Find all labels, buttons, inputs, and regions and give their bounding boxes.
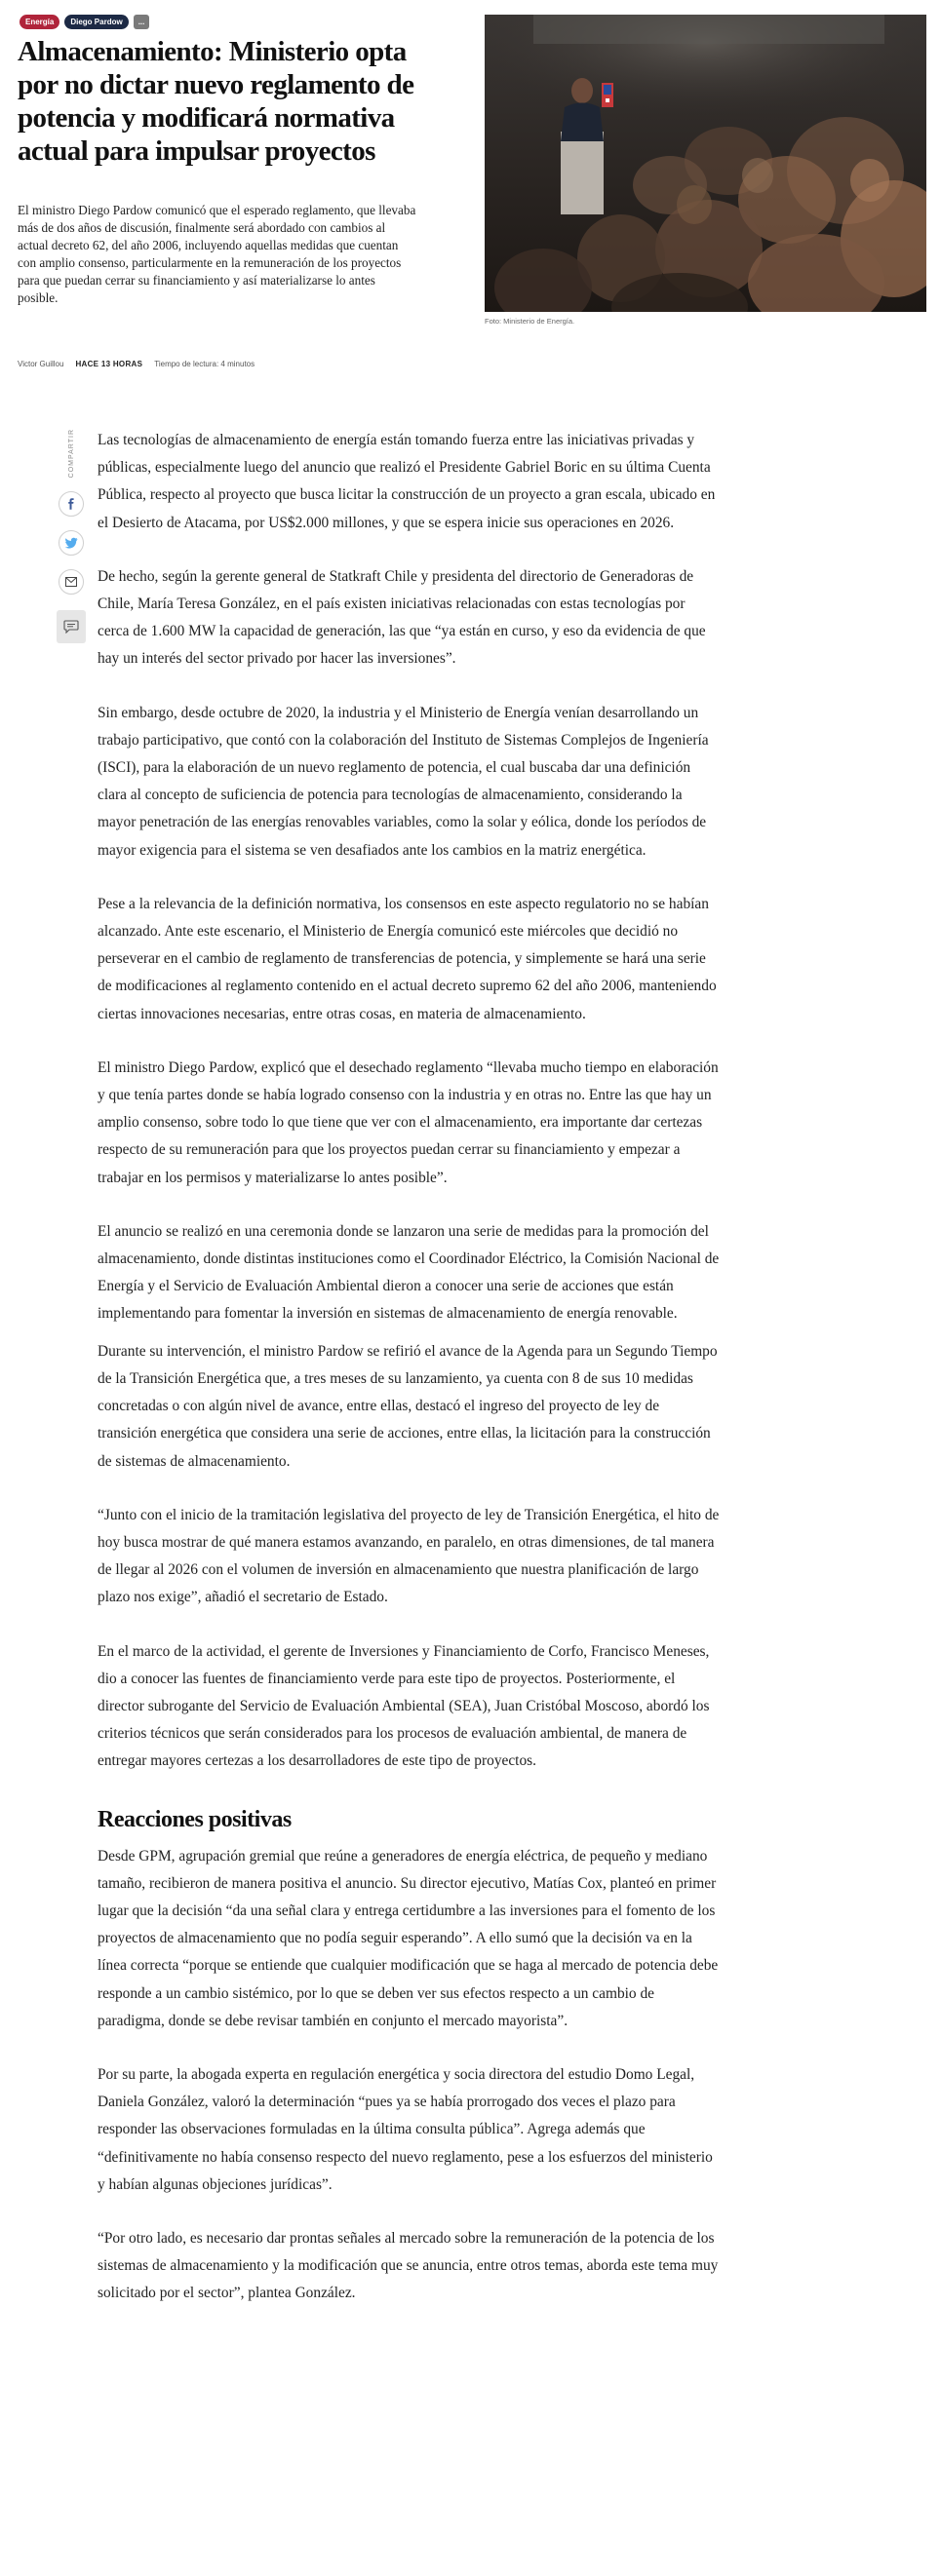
article-paragraph: Durante su intervención, el ministro Pardow se refirió el avance de la Agenda para un Segundo Tiempo de la Transición Energética que, a tres meses de su lanzamiento, ya cuenta con 8 de sus 10 medidas concretadas o con algún nivel de avance, entre ellas, destacó el ingreso del proyecto de ley de transición energética que considera una serie de acciones, entre ellas, la licitación para la construcción de sistemas de almacenamiento.: [98, 1342, 718, 1470]
article-paragraph: Desde GPM, agrupación gremial que reúne a generadores de energía eléctrica, de pequeño y mediano tamaño, recibieron de manera positiva el anuncio. Su director ejecutivo, Matías Cox, planteó en primer lugar que la decisión “da una señal clara y entrega certidumbre a las inversiones para el fomento de los proyectos de almacenamiento que no podía seguir esperando”. A ello sumó que la decisión va en la línea correcta “porque se entiende que cualquier modificación que se haga al mercado de potencia debe responde a un cambio sistémico, por lo que se deben ver sus efectos respecto a un cambio de paradigma, donde se debe revisar también en conjunto el mercado mayorista”.: [98, 1847, 719, 2029]
article-paragraph: En el marco de la actividad, el gerente de Inversiones y Financiamiento de Corfo, Francisco Meneses, dio a conocer las fuentes de financiamiento verde para este tipo de proyectos. Posteriormente, el director subrogante del Servicio de Evaluación Ambiental (SEA), Juan Cristóbal Moscoso, abordó los criterios técnicos que serán considerados para los procesos de evaluación ambiental, de manera de entregar mayores certezas a los desarrolladores de este tipo de proyectos.: [98, 1642, 710, 1770]
share-bar: [57, 429, 86, 643]
article-subtitle: El ministro Diego Pardow comunicó que el esperado reglamento, que llevaba más de dos años de discusión, finalmente será abordado con cambios al actual decreto 62, del año 2006, incluyendo aquellas medidas que cuentan con amplio consenso, particularmente en la remuneración de los proyectos para que puedan cerrar su financiamiento y así materializarse lo antes posible.: [18, 203, 416, 305]
article-paragraph: Por su parte, la abogada experta en regulación energética y socia directora del estudio Domo Legal, Daniela González, valoró la determinación “pues ya se había prorrogado dos veces el plazo para responder las observaciones formuladas en la última consulta pública”. Agrega además que “definitivamente no había consenso respecto del nuevo reglamento, pese a los esfuerzos del ministerio y habían algunas objeciones jurídicas”.: [98, 2065, 713, 2193]
article-paragraph: Las tecnologías de almacenamiento de energía están tomando fuerza entre las iniciativas privadas y públicas, especialmente luego del anuncio que realizó el Presidente Gabriel Boric en su última Cuenta Pública, respecto al proyecto que busca licitar la construcción de un proyecto a gran escala, ubicado en el Desierto de Atacama, por US$2.000 millones, y que se espera inicie sus operaciones en 2026.: [98, 432, 716, 531]
share-email-button[interactable]: [59, 569, 84, 595]
article-header: [0, 0, 941, 390]
share-label: COMPARTIR: [67, 429, 75, 479]
reading-time: Tiempo de lectura: 4 minutos: [154, 360, 255, 368]
tag-more-button[interactable]: ...: [134, 15, 150, 29]
article-paragraph: “Junto con el inicio de la tramitación legislativa del proyecto de ley de Transición Energética, el hito de hoy busca mostrar de qué manera estamos avanzando, en paralelo, en otras dimensiones, de tal manera de llegar al 2026 con el volumen de inversión en almacenamiento que nuestra planificación de largo plazo nos exige”, añadió el secretario de Estado.: [98, 1506, 720, 1606]
article-paragraph: Pese a la relevancia de la definición normativa, los consensos en este aspecto regulatorio no se habían alcanzado. Ante este escenario, el Ministerio de Energía comunicó este miércoles que decidió no perseverar en el cambio de reglamento de transferencias de potencia, y simplemente se hará una serie de modificaciones al reglamento contenido en el actual decreto supremo 62 del año 2006, manteniendo ciertas innovaciones necesarias, entre otras cosas, en materia de almacenamiento.: [98, 895, 717, 1022]
article-body: [98, 427, 720, 2334]
article-paragraph: “Por otro lado, es necesario dar prontas señales al mercado sobre la remuneración de la potencia de los sistemas de almacenamiento y la modificación que se anuncia, entre otros temas, aborda este tema muy solicitado por el sector”, plantea González.: [98, 2229, 719, 2302]
publish-time: HACE 13 HORAS: [75, 360, 143, 368]
share-twitter-button[interactable]: [59, 530, 84, 556]
byline: [18, 360, 255, 368]
photo-caption: Foto: Ministerio de Energía.: [485, 317, 575, 326]
comments-button[interactable]: [57, 610, 86, 643]
facebook-icon: [65, 498, 77, 510]
article-paragraph: Sin embargo, desde octubre de 2020, la industria y el Ministerio de Energía venían desarrollando un trabajo participativo, que contó con la colaboración del Instituto de Sistemas Complejos de Ingeniería (ISCI), para la elaboración de un nuevo reglamento de potencia, el cual buscaba dar una definición clara al concepto de suficiencia de potencia para tecnologías de almacenamiento, considerando la mayor penetración de las energías renovables variables, como la solar y eólica, donde los períodos de mayor exigencia para el sistema se ven desafiados ante los cambios en la matriz energética.: [98, 704, 709, 859]
author-name[interactable]: Victor Guillou: [18, 360, 64, 368]
article-paragraph: El ministro Diego Pardow, explicó que el desechado reglamento “llevaba mucho tiempo en elaboración y que tenía partes donde se había logrado consenso con la industria y en otras no. Entre las que hay un amplio consenso, sobre todo lo que tiene que ver con el almacenamiento, era importante dar certezas respecto de su remuneración para que los proyectos puedan cerrar su financiamiento y empezar a trabajar en los permisos y materializarse lo antes posible”.: [98, 1058, 719, 1186]
tag-list: [20, 15, 149, 29]
article-headline: Almacenamiento: Ministerio opta por no dictar nuevo reglamento de potencia y modificará normativa actual para impulsar proyectos: [18, 36, 414, 167]
tag-energia[interactable]: Energía: [20, 15, 59, 29]
article-paragraph: El anuncio se realizó en una ceremonia donde se lanzaron una serie de medidas para la promoción del almacenamiento, donde distintas instituciones como el Coordinador Eléctrico, la Comisión Nacional de Energía y el Servicio de Evaluación Ambiental dieron a conocer una serie de acciones que están implementando para fomentar la inversión en sistemas de almacenamiento de energía renovable.: [98, 1222, 720, 1323]
tag-diego-pardow[interactable]: Diego Pardow: [64, 15, 128, 29]
event-photo-illustration: [485, 15, 926, 312]
article-paragraph: De hecho, según la gerente general de Statkraft Chile y presidenta del directorio de Generadoras de Chile, María Teresa González, en el país existen iniciativas relacionadas con estas tecnologías por cerca de 1.600 MW la capacidad de generación, las que “ya están en curso, y eso da evidencia de que hay un interés del sector privado por hacer las inversiones”.: [98, 567, 706, 668]
section-heading: Reacciones positivas: [98, 1806, 292, 1832]
twitter-icon: [65, 537, 78, 549]
share-facebook-button[interactable]: [59, 491, 84, 517]
comment-icon: [63, 620, 79, 634]
article-photo: [485, 15, 926, 312]
email-icon: [65, 577, 77, 587]
